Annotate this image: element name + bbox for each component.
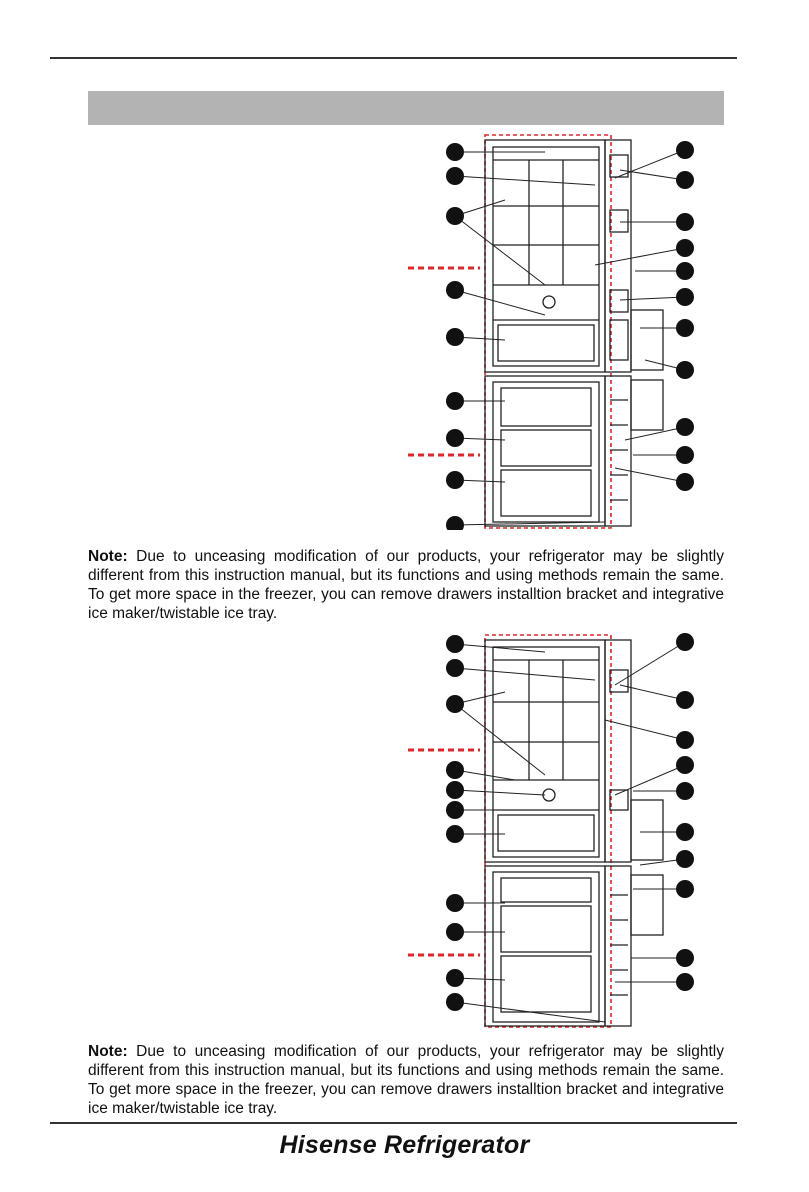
fridge-cabinet	[485, 640, 663, 1026]
callout-dot-icon	[676, 262, 694, 280]
callout-dot-icon	[676, 171, 694, 189]
callout-dot-icon	[676, 418, 694, 436]
callout-dot-icon	[676, 361, 694, 379]
callout-dot-icon	[676, 731, 694, 749]
callout-dot-icon	[676, 473, 694, 491]
section-header-bar	[88, 91, 724, 125]
callout-dot-icon	[446, 429, 464, 447]
note-label: Note:	[88, 1043, 128, 1060]
callout-dot-icon	[446, 392, 464, 410]
callout-dot-icon	[446, 825, 464, 843]
top-rule	[50, 57, 737, 59]
callout-dot-icon	[446, 695, 464, 713]
callout-dot-icon	[446, 471, 464, 489]
callout-dot-icon	[446, 993, 464, 1011]
dashed-outline	[485, 635, 611, 1027]
callout-dot-icon	[676, 446, 694, 464]
note-text: Due to unceasing modification of our products, your refrigerator may be slightly different from this instruction manual, but its functions and using methods remain the same. To get more space in the freezer, you can remove drawers installtion bracket and integrative ice maker/twistable ice tray.	[88, 1043, 724, 1117]
callout-dot-icon	[676, 949, 694, 967]
callout-dot-icon	[676, 756, 694, 774]
callout-dot-icon	[676, 973, 694, 991]
callout-dot-icon	[676, 319, 694, 337]
refrigerator-diagram-1	[405, 130, 705, 530]
brand-footer: Hisense Refrigerator	[279, 1131, 530, 1159]
callout-dots	[446, 141, 694, 530]
bottom-rule	[50, 1122, 737, 1124]
fridge-cabinet	[485, 140, 663, 526]
callout-dot-icon	[446, 207, 464, 225]
callout-dot-icon	[446, 923, 464, 941]
refrigerator-diagram-2	[405, 630, 705, 1030]
callout-dot-icon	[446, 635, 464, 653]
callout-dot-icon	[676, 213, 694, 231]
callout-dot-icon	[446, 969, 464, 987]
callout-dot-icon	[676, 850, 694, 868]
callout-dot-icon	[446, 801, 464, 819]
dashed-outline	[485, 135, 611, 528]
callout-dot-icon	[676, 633, 694, 651]
callout-dot-icon	[446, 167, 464, 185]
note-paragraph-1	[88, 547, 724, 623]
callout-dot-icon	[446, 328, 464, 346]
callout-dot-icon	[676, 823, 694, 841]
note-paragraph-2	[88, 1042, 724, 1118]
callout-dot-icon	[446, 659, 464, 677]
callout-dot-icon	[676, 880, 694, 898]
callout-dot-icon	[676, 691, 694, 709]
callout-dot-icon	[446, 281, 464, 299]
callout-dot-icon	[676, 239, 694, 257]
note-text: Due to unceasing modification of our products, your refrigerator may be slightly different from this instruction manual, but its functions and using methods remain the same. To get more space in the freezer, you can remove drawers installtion bracket and integrative ice maker/twistable ice tray.	[88, 548, 724, 622]
callout-dot-icon	[446, 781, 464, 799]
callout-dot-icon	[446, 761, 464, 779]
callout-dot-icon	[446, 894, 464, 912]
callout-dot-icon	[446, 143, 464, 161]
callout-dot-icon	[676, 141, 694, 159]
leader-lines	[455, 642, 685, 1022]
callout-dot-icon	[676, 288, 694, 306]
callout-dot-icon	[676, 782, 694, 800]
callout-dot-icon	[446, 516, 464, 530]
note-label: Note:	[88, 548, 128, 565]
callout-dots	[446, 633, 694, 1011]
